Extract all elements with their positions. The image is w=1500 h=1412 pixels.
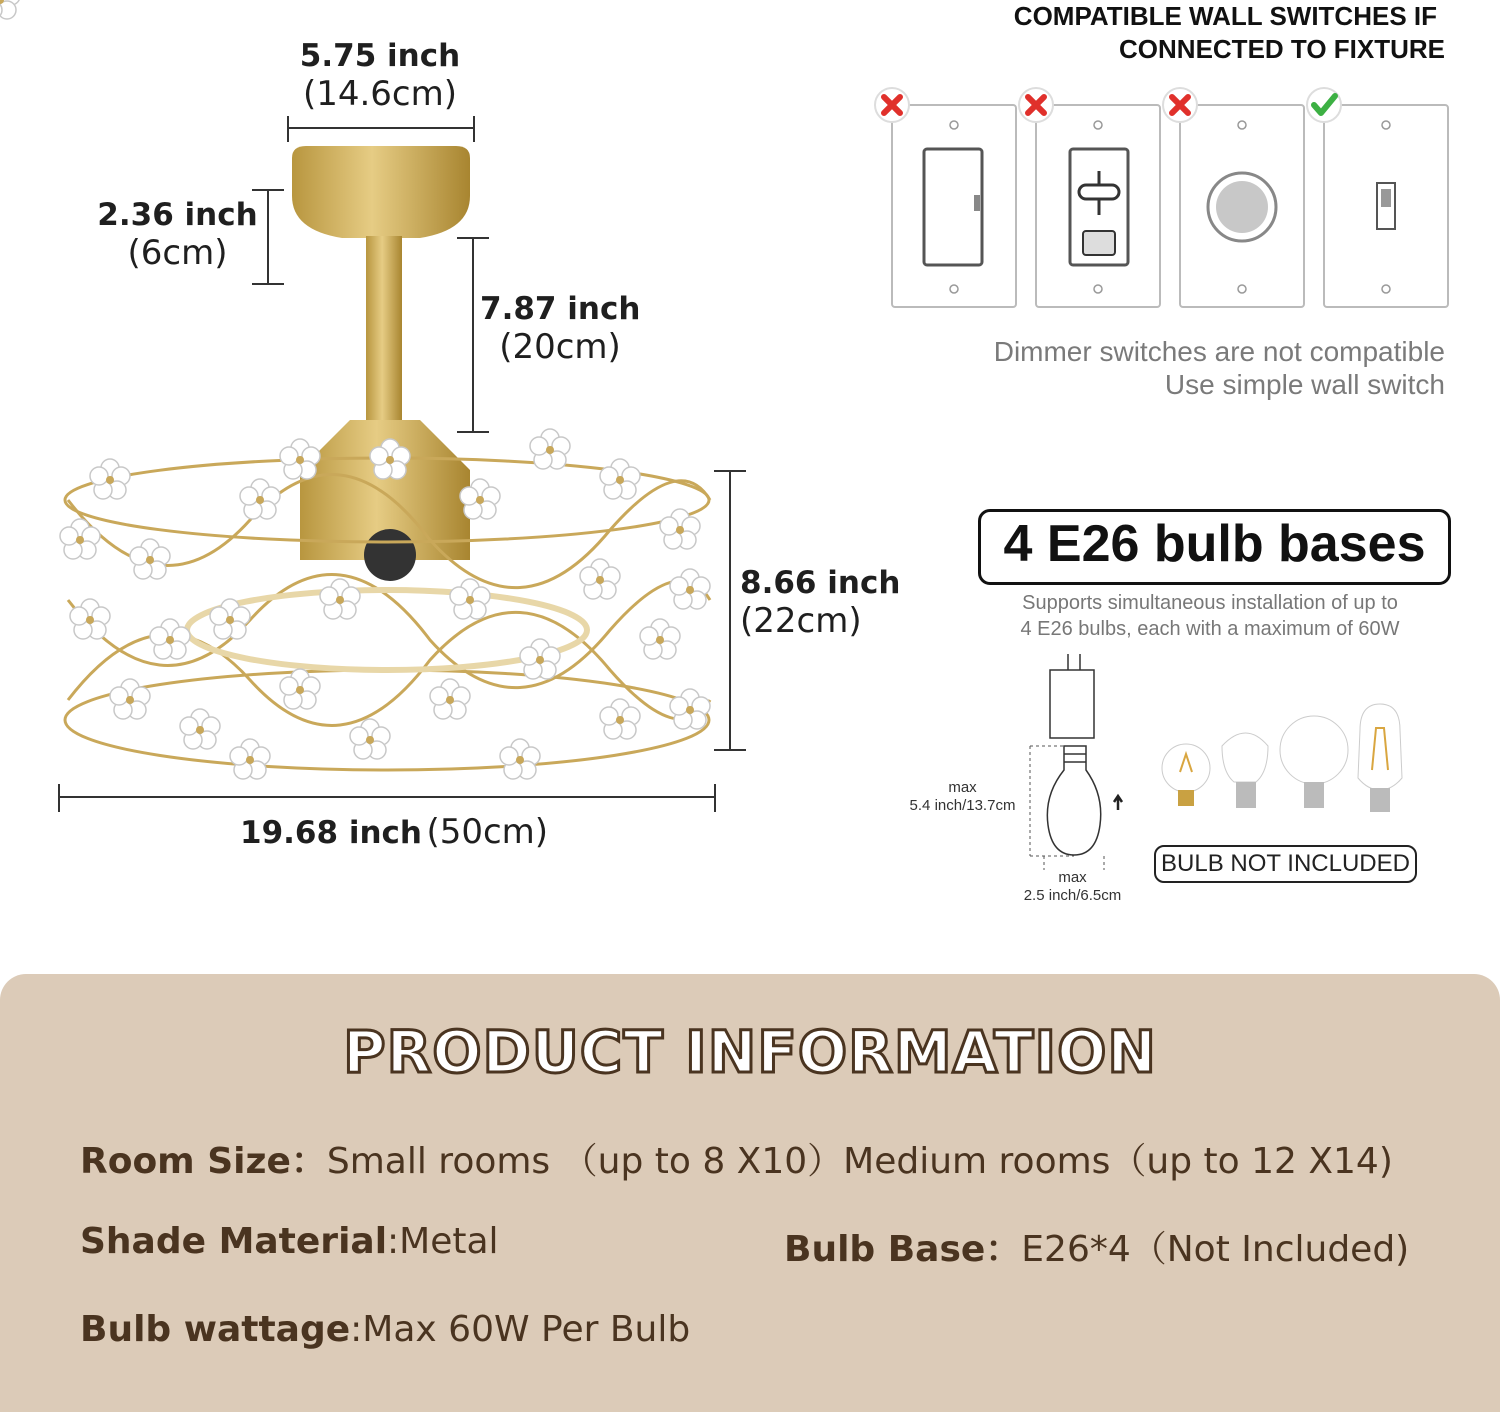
room-size-label: Room Size： [80, 1141, 327, 1182]
body-height-cm: (22cm) [740, 601, 862, 641]
downrod-inch: 7.87 inch [480, 291, 641, 327]
rocker-dimmer-switch [924, 149, 982, 265]
diameter-cm: (50cm) [426, 812, 549, 852]
canopy [292, 146, 470, 238]
slide-dimmer-switch [1070, 149, 1128, 265]
height-max-line1: max [948, 779, 977, 796]
shade-material-value: :Metal [387, 1221, 499, 1262]
canopy-width-cm: (14.6cm) [302, 74, 458, 114]
compatible-badge [1307, 88, 1341, 122]
switch-note-line1: Dimmer switches are not compatible [993, 336, 1445, 367]
width-max-line1: max [1058, 869, 1087, 886]
canopy-width-inch: 5.75 inch [299, 38, 461, 74]
bulb-base-row [784, 1221, 1409, 1272]
bulb-wattage-row [80, 1309, 690, 1350]
bulb-types [1162, 704, 1402, 812]
diameter-inch: 19.68 inch [240, 815, 422, 851]
shade-material-row [80, 1221, 499, 1262]
shade-material-label: Shade Material [80, 1221, 388, 1262]
bulb-wattage-label: Bulb wattage [80, 1309, 351, 1350]
switches-header [900, 0, 1445, 66]
fan-illustration [0, 0, 900, 880]
switch-panels [870, 85, 1460, 315]
bulb-not-included-badge: BULB NOT INCLUDED [1154, 845, 1417, 883]
canopy-height-inch: 2.36 inch [97, 197, 258, 233]
width-max-line2: 2.5 inch/6.5cm [1023, 887, 1122, 904]
height-max-line2: 5.4 inch/13.7cm [909, 797, 1016, 814]
product-info-title: PRODUCT INFORMATION [343, 1018, 1157, 1086]
bulb-base-label: Bulb Base： [784, 1229, 1022, 1270]
body-height-inch: 8.66 inch [740, 565, 901, 601]
bulb-bases-title: 4 E26 bulb bases [978, 509, 1451, 585]
switch-note-line2: Use simple wall switch [1164, 369, 1445, 400]
switch-note [900, 335, 1445, 401]
bulb-desc-line2: 4 E26 bulbs, each with a maximum of 60W [1020, 618, 1400, 640]
bulb-desc-line1: Supports simultaneous installation of up to [1022, 592, 1398, 614]
toggle-switch [1377, 183, 1395, 229]
width-max-label [1005, 869, 1140, 905]
bulb-wattage-value: :Max 60W Per Bulb [350, 1309, 691, 1350]
diameter-label [240, 812, 548, 852]
bulb-description [960, 590, 1460, 642]
room-size-row [80, 1133, 1393, 1184]
switches-header-line2: CONNECTED TO FIXTURE [1119, 34, 1445, 64]
room-size-value: Small rooms （up to 8 X10）Medium rooms（up to 12 X14) [326, 1141, 1393, 1182]
height-max-label [895, 779, 1030, 815]
downrod [366, 236, 402, 422]
downrod-cm: (20cm) [499, 327, 621, 367]
rotary-dimmer-switch [1208, 173, 1276, 241]
bulb-base-value: E26*4（Not Included) [1021, 1229, 1410, 1270]
canopy-height-cm: (6cm) [127, 233, 228, 273]
switches-header-line1: COMPATIBLE WALL SWITCHES IF [1013, 1, 1437, 31]
